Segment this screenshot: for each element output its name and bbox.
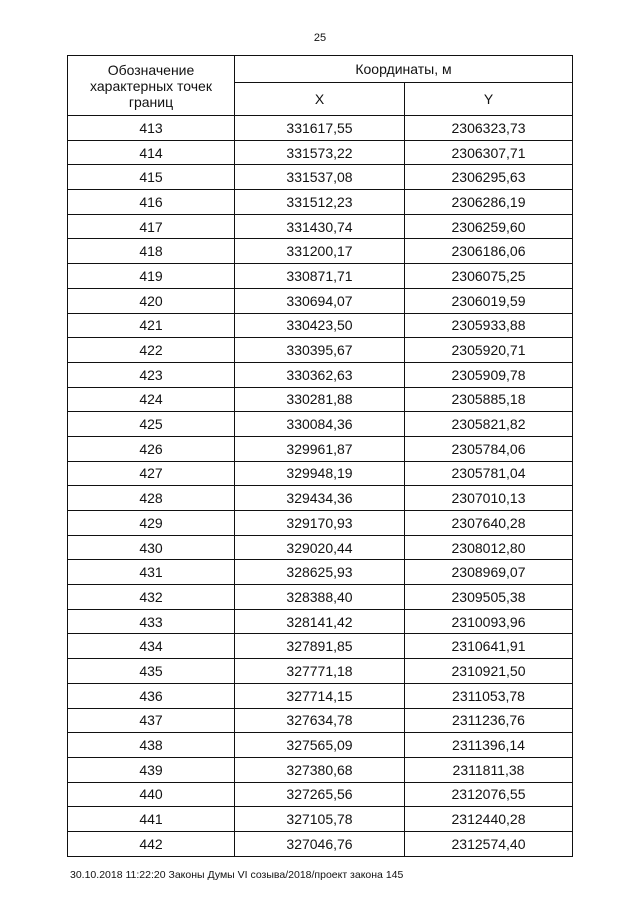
x-coordinate-cell: 331617,55 bbox=[235, 116, 405, 141]
y-coordinate-cell: 2306259,60 bbox=[405, 214, 573, 239]
x-coordinate-cell: 327565,09 bbox=[235, 733, 405, 758]
y-coordinate-cell: 2305885,18 bbox=[405, 387, 573, 412]
point-id-cell: 440 bbox=[68, 782, 235, 807]
table-row bbox=[68, 560, 573, 585]
table-row bbox=[68, 486, 573, 511]
point-id-cell: 422 bbox=[68, 338, 235, 363]
table-row bbox=[68, 782, 573, 807]
point-id-cell: 424 bbox=[68, 387, 235, 412]
y-coordinate-cell: 2306075,25 bbox=[405, 264, 573, 289]
x-coordinate-cell: 330423,50 bbox=[235, 313, 405, 338]
table-row bbox=[68, 535, 573, 560]
x-coordinate-cell: 327634,78 bbox=[235, 708, 405, 733]
x-coordinate-cell: 330694,07 bbox=[235, 288, 405, 313]
y-coordinate-cell: 2310921,50 bbox=[405, 659, 573, 684]
x-coordinate-cell: 329170,93 bbox=[235, 511, 405, 536]
y-coordinate-cell: 2307640,28 bbox=[405, 511, 573, 536]
table-row bbox=[68, 264, 573, 289]
y-header: Y bbox=[405, 83, 573, 116]
y-coordinate-cell: 2305784,06 bbox=[405, 436, 573, 461]
y-coordinate-cell: 2305909,78 bbox=[405, 362, 573, 387]
coordinates-table bbox=[67, 55, 573, 857]
footer-text: 30.10.2018 11:22:20 Законы Думы VI созыва/2018/проект закона 145 bbox=[70, 869, 404, 881]
y-coordinate-cell: 2305933,88 bbox=[405, 313, 573, 338]
x-coordinate-cell: 330084,36 bbox=[235, 412, 405, 437]
table-row bbox=[68, 288, 573, 313]
point-id-cell: 419 bbox=[68, 264, 235, 289]
x-coordinate-cell: 329961,87 bbox=[235, 436, 405, 461]
point-id-cell: 429 bbox=[68, 511, 235, 536]
x-coordinate-cell: 327265,56 bbox=[235, 782, 405, 807]
y-coordinate-cell: 2312440,28 bbox=[405, 807, 573, 832]
point-id-cell: 418 bbox=[68, 239, 235, 264]
x-coordinate-cell: 330362,63 bbox=[235, 362, 405, 387]
table-row bbox=[68, 831, 573, 856]
x-coordinate-cell: 330871,71 bbox=[235, 264, 405, 289]
table-row bbox=[68, 116, 573, 141]
point-id-cell: 421 bbox=[68, 313, 235, 338]
table-row bbox=[68, 239, 573, 264]
table-row bbox=[68, 313, 573, 338]
table-row bbox=[68, 683, 573, 708]
point-id-cell: 420 bbox=[68, 288, 235, 313]
x-coordinate-cell: 331430,74 bbox=[235, 214, 405, 239]
table-row bbox=[68, 659, 573, 684]
coordinates-header: Координаты, м bbox=[235, 56, 573, 83]
y-coordinate-cell: 2311236,76 bbox=[405, 708, 573, 733]
point-id-cell: 437 bbox=[68, 708, 235, 733]
page-number: 25 bbox=[313, 32, 327, 44]
point-id-cell: 431 bbox=[68, 560, 235, 585]
y-coordinate-cell: 2305920,71 bbox=[405, 338, 573, 363]
y-coordinate-cell: 2312574,40 bbox=[405, 831, 573, 856]
point-id-cell: 438 bbox=[68, 733, 235, 758]
x-coordinate-cell: 327046,76 bbox=[235, 831, 405, 856]
y-coordinate-cell: 2308012,80 bbox=[405, 535, 573, 560]
y-coordinate-cell: 2311811,38 bbox=[405, 757, 573, 782]
point-id-cell: 417 bbox=[68, 214, 235, 239]
table-body bbox=[68, 116, 573, 857]
x-coordinate-cell: 331512,23 bbox=[235, 190, 405, 215]
y-coordinate-cell: 2305821,82 bbox=[405, 412, 573, 437]
designation-header: Обозначение характерных точек границ bbox=[68, 56, 235, 116]
x-coordinate-cell: 327380,68 bbox=[235, 757, 405, 782]
point-id-cell: 430 bbox=[68, 535, 235, 560]
x-coordinate-cell: 328625,93 bbox=[235, 560, 405, 585]
x-coordinate-cell: 327105,78 bbox=[235, 807, 405, 832]
x-coordinate-cell: 329948,19 bbox=[235, 461, 405, 486]
point-id-cell: 442 bbox=[68, 831, 235, 856]
point-id-cell: 427 bbox=[68, 461, 235, 486]
point-id-cell: 426 bbox=[68, 436, 235, 461]
y-coordinate-cell: 2306323,73 bbox=[405, 116, 573, 141]
y-coordinate-cell: 2306019,59 bbox=[405, 288, 573, 313]
y-coordinate-cell: 2310093,96 bbox=[405, 609, 573, 634]
y-coordinate-cell: 2306286,19 bbox=[405, 190, 573, 215]
point-id-cell: 414 bbox=[68, 140, 235, 165]
y-coordinate-cell: 2310641,91 bbox=[405, 634, 573, 659]
x-coordinate-cell: 327771,18 bbox=[235, 659, 405, 684]
table-row bbox=[68, 511, 573, 536]
table-row bbox=[68, 461, 573, 486]
point-id-cell: 432 bbox=[68, 585, 235, 610]
x-coordinate-cell: 328141,42 bbox=[235, 609, 405, 634]
table-row bbox=[68, 140, 573, 165]
point-id-cell: 436 bbox=[68, 683, 235, 708]
point-id-cell: 416 bbox=[68, 190, 235, 215]
x-coordinate-cell: 331200,17 bbox=[235, 239, 405, 264]
x-coordinate-cell: 327891,85 bbox=[235, 634, 405, 659]
x-coordinate-cell: 331537,08 bbox=[235, 165, 405, 190]
table-row bbox=[68, 807, 573, 832]
x-coordinate-cell: 329434,36 bbox=[235, 486, 405, 511]
point-id-cell: 413 bbox=[68, 116, 235, 141]
table-row bbox=[68, 165, 573, 190]
x-coordinate-cell: 327714,15 bbox=[235, 683, 405, 708]
point-id-cell: 433 bbox=[68, 609, 235, 634]
table-row bbox=[68, 190, 573, 215]
table-row bbox=[68, 634, 573, 659]
table-row bbox=[68, 757, 573, 782]
point-id-cell: 428 bbox=[68, 486, 235, 511]
x-coordinate-cell: 330395,67 bbox=[235, 338, 405, 363]
point-id-cell: 425 bbox=[68, 412, 235, 437]
y-coordinate-cell: 2309505,38 bbox=[405, 585, 573, 610]
y-coordinate-cell: 2311396,14 bbox=[405, 733, 573, 758]
table-row bbox=[68, 585, 573, 610]
table-row bbox=[68, 338, 573, 363]
table-row bbox=[68, 362, 573, 387]
y-coordinate-cell: 2307010,13 bbox=[405, 486, 573, 511]
point-id-cell: 435 bbox=[68, 659, 235, 684]
x-header: X bbox=[235, 83, 405, 116]
y-coordinate-cell: 2306307,71 bbox=[405, 140, 573, 165]
y-coordinate-cell: 2305781,04 bbox=[405, 461, 573, 486]
y-coordinate-cell: 2311053,78 bbox=[405, 683, 573, 708]
table-row bbox=[68, 214, 573, 239]
table-row bbox=[68, 436, 573, 461]
x-coordinate-cell: 329020,44 bbox=[235, 535, 405, 560]
x-coordinate-cell: 330281,88 bbox=[235, 387, 405, 412]
table-row bbox=[68, 733, 573, 758]
point-id-cell: 423 bbox=[68, 362, 235, 387]
table-row bbox=[68, 387, 573, 412]
x-coordinate-cell: 331573,22 bbox=[235, 140, 405, 165]
y-coordinate-cell: 2306295,63 bbox=[405, 165, 573, 190]
point-id-cell: 441 bbox=[68, 807, 235, 832]
x-coordinate-cell: 328388,40 bbox=[235, 585, 405, 610]
point-id-cell: 434 bbox=[68, 634, 235, 659]
table-row bbox=[68, 609, 573, 634]
y-coordinate-cell: 2312076,55 bbox=[405, 782, 573, 807]
table-row bbox=[68, 412, 573, 437]
y-coordinate-cell: 2308969,07 bbox=[405, 560, 573, 585]
table-row bbox=[68, 708, 573, 733]
y-coordinate-cell: 2306186,06 bbox=[405, 239, 573, 264]
point-id-cell: 439 bbox=[68, 757, 235, 782]
point-id-cell: 415 bbox=[68, 165, 235, 190]
